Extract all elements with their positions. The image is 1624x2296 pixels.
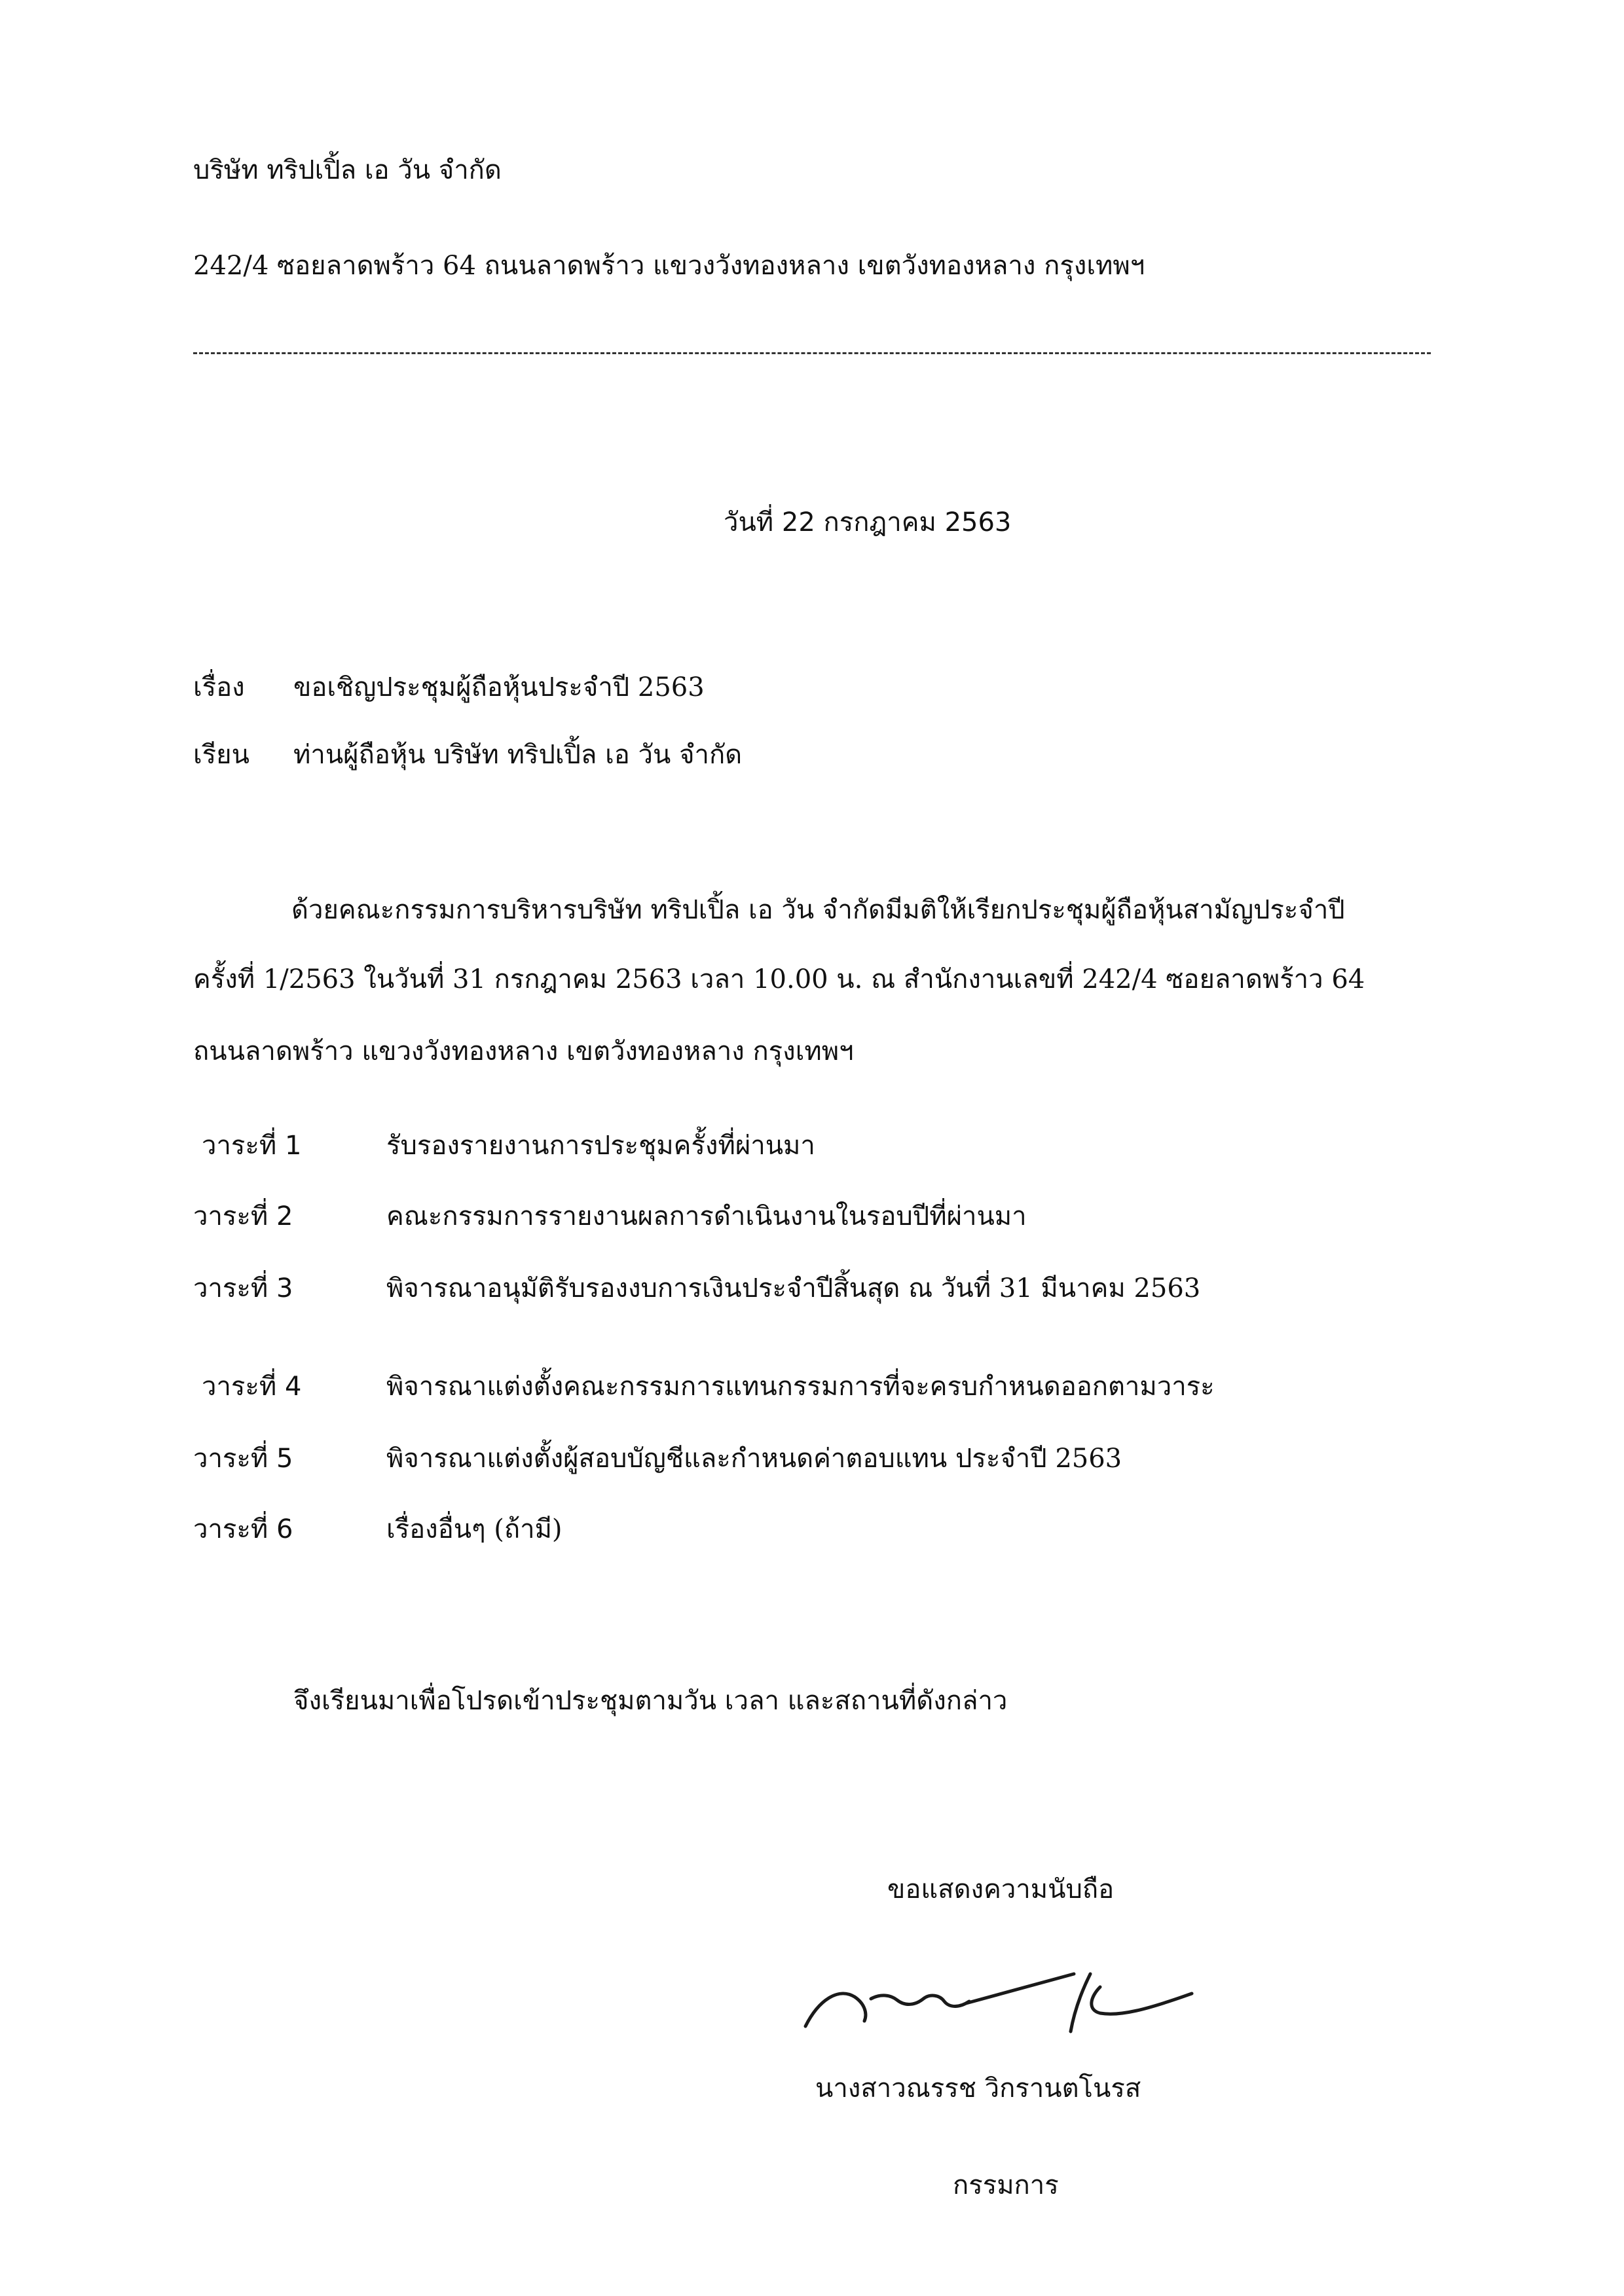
recipient-text: ท่านผู้ถือหุ้น บริษัท ทริปเปิ้ล เอ วัน จำกัด — [293, 740, 743, 770]
signer-title: กรรมการ — [953, 2170, 1059, 2200]
subject-text: ขอเชิญประชุมผู้ถือหุ้นประจำปี 2563 — [293, 672, 705, 702]
letter-date: วันที่ 22 กรกฎาคม 2563 — [724, 507, 1012, 538]
body-paragraph-line-1: ด้วยคณะกรรมการบริหารบริษัท ทริปเปิ้ล เอ วัน จำกัดมีมติให้เรียกประชุมผู้ถือหุ้นสามัญประจำปี — [291, 895, 1345, 925]
recipient-label: เรียน — [193, 740, 249, 770]
signer-name: นางสาวณรรช วิกรานตโนรส — [815, 2073, 1141, 2104]
regards-text: ขอแสดงความนับถือ — [887, 1874, 1115, 1904]
letterhead-separator — [193, 352, 1431, 354]
body-paragraph-line-2: ครั้งที่ 1/2563 ในวันที่ 31 กรกฎาคม 2563 เวลา 10.00 น. ณ สำนักงานเลขที่ 242/4 ซอยลาดพร้าว 64 — [193, 964, 1365, 994]
agenda-item-1-label: วาระที่ 1 — [202, 1131, 302, 1161]
body-paragraph-line-3: ถนนลาดพร้าว แขวงวังทองหลาง เขตวังทองหลาง กรุงเทพฯ — [193, 1036, 854, 1066]
signature-mark — [792, 1948, 1211, 2046]
agenda-item-5-text: พิจารณาแต่งตั้งผู้สอบบัญชีและกำหนดค่าตอบแทน ประจำปี 2563 — [386, 1444, 1122, 1474]
agenda-item-3-text: พิจารณาอนุมัติรับรองงบการเงินประจำปีสิ้นสุด ณ วันที่ 31 มีนาคม 2563 — [386, 1273, 1201, 1303]
agenda-item-4-text: พิจารณาแต่งตั้งคณะกรรมการแทนกรรมการที่จะครบกำหนดออกตามวาระ — [386, 1372, 1215, 1402]
agenda-item-2-text: คณะกรรมการรายงานผลการดำเนินงานในรอบปีที่ผ่านมา — [386, 1201, 1027, 1231]
subject-label: เรื่อง — [193, 672, 245, 702]
agenda-item-6-text: เรื่องอื่นๆ (ถ้ามี) — [386, 1514, 563, 1544]
agenda-item-1-text: รับรองรายงานการประชุมครั้งที่ผ่านมา — [386, 1131, 815, 1161]
agenda-item-2-label: วาระที่ 2 — [193, 1201, 293, 1231]
company-name: บริษัท ทริปเปิ้ล เอ วัน จำกัด — [193, 155, 502, 185]
company-address: 242/4 ซอยลาดพร้าว 64 ถนนลาดพร้าว แขวงวังทองหลาง เขตวังทองหลาง กรุงเทพฯ — [193, 251, 1145, 281]
agenda-item-6-label: วาระที่ 6 — [193, 1514, 293, 1544]
agenda-item-5-label: วาระที่ 5 — [193, 1444, 293, 1474]
agenda-item-3-label: วาระที่ 3 — [193, 1273, 293, 1303]
agenda-item-4-label: วาระที่ 4 — [202, 1372, 302, 1402]
closing-sentence: จึงเรียนมาเพื่อโปรดเข้าประชุมตามวัน เวลา และสถานที่ดังกล่าว — [293, 1686, 1008, 1716]
